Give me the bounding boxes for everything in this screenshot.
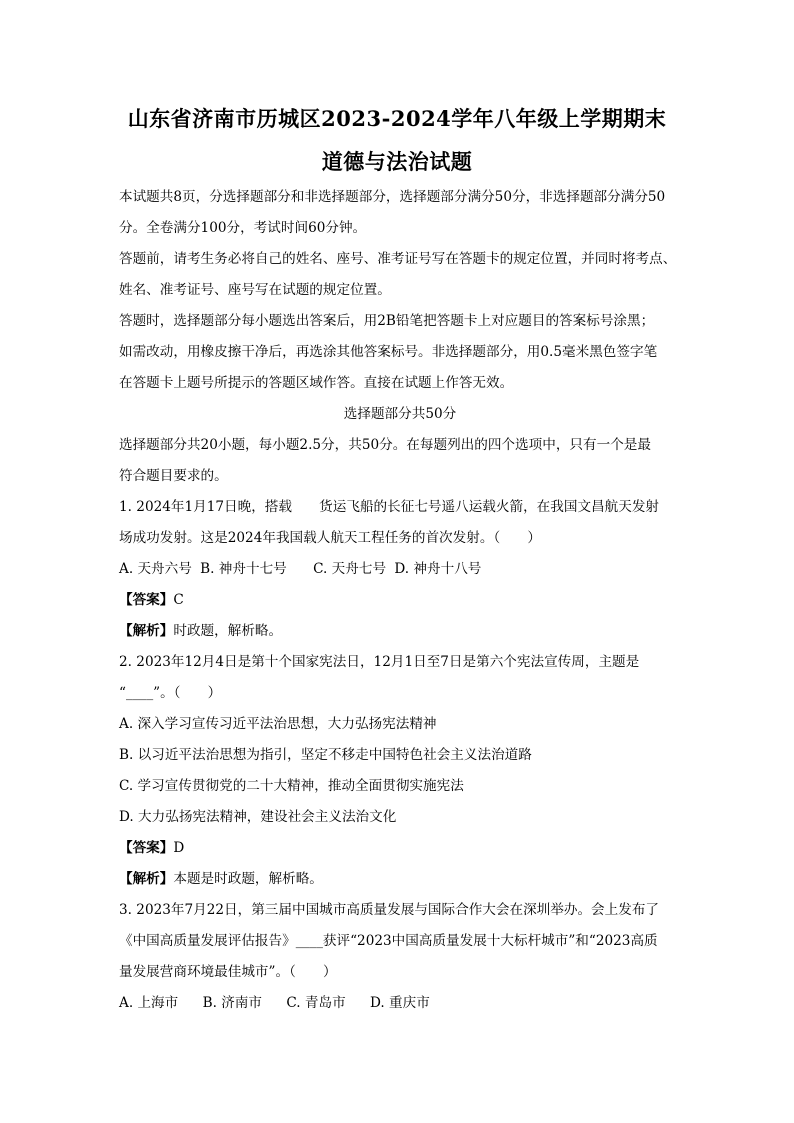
- document-body: [119, 182, 681, 1019]
- label-bracket: 【答案】: [119, 840, 174, 856]
- question-2-stem: “____”。（ ）: [119, 685, 222, 701]
- question-2-stem: 2. 2023年12月4日是第十个国家宪法日，12月1日至7日是第六个宪法宣传周，主题是: [119, 654, 640, 670]
- analysis-label: [119, 864, 681, 895]
- question-3-stem: 《中国高质量发展评估报告》____获评“2023中国高质量发展十大标杆城市”和“2023高质: [119, 933, 658, 949]
- section-description: 符合题目要求的。: [119, 468, 228, 484]
- option-b: B. 神舟十七号: [200, 561, 287, 577]
- question-1-stem: 场成功发射。这是2024年我国载人航天工程任务的首次发射。（ ）: [119, 530, 542, 546]
- label-bracket: 【答案】: [119, 592, 174, 608]
- question-3-options: [119, 988, 681, 1019]
- question-3-stem: 3. 2023年7月22日，第三届中国城市高质量发展与国际合作大会在深圳举办。会上发布了: [119, 902, 660, 918]
- option-c: C. 学习宣传贯彻党的二十大精神，推动全面贯彻实施宪法: [119, 778, 464, 794]
- document-title: 山东省济南市历城区2023-2024学年八年级上学期期末: [127, 106, 667, 131]
- instruction-line: 姓名、准考证号、座号写在试题的规定位置。: [119, 282, 391, 298]
- option-b: B. 济南市: [202, 995, 262, 1011]
- section-heading: 选择题部分共50分: [343, 406, 457, 422]
- instruction-line: 在答题卡上题号所提示的答题区域作答。直接在试题上作答无效。: [119, 375, 514, 391]
- analysis-label: [119, 616, 681, 647]
- question-1-stem: 1. 2024年1月17日晚，搭载 货运飞船的长征七号遥八运载火箭，在我国文昌航天发射: [119, 499, 660, 515]
- option-b: B. 以习近平法治思想为指引，坚定不移走中国特色社会主义法治道路: [119, 747, 532, 763]
- instruction-line: 如需改动，用橡皮擦干净后，再选涂其他答案标号。非选择题部分，用0.5毫米黑色签字笔: [119, 344, 658, 360]
- instruction-line: 本试题共8页，分选择题部分和非选择题部分，选择题部分满分50分，非选择题部分满分50: [119, 189, 666, 205]
- option-a: A. 天舟六号: [119, 561, 192, 577]
- label-content: D: [173, 840, 185, 856]
- section-description: 选择题部分共20小题，每小题2.5分，共50分。在每题列出的四个选项中，只有一个是最: [119, 437, 651, 453]
- question-3-stem: 量发展营商环境最佳城市”。（ ）: [119, 964, 337, 980]
- label-bracket: 【解析】: [119, 871, 174, 887]
- option-c: C. 青岛市: [286, 995, 346, 1011]
- instruction-line: 答题前，请考生务必将自己的姓名、座号、准考证号写在答题卡的规定位置，并同时将考点、: [119, 251, 677, 267]
- question-1-options: [119, 554, 681, 585]
- option-a: A. 深入学习宣传习近平法治思想，大力弘扬宪法精神: [119, 716, 437, 732]
- label-content: 本题是时政题，解析略。: [173, 871, 323, 887]
- option-d: D. 重庆市: [370, 995, 430, 1011]
- option-a: A. 上海市: [119, 995, 179, 1011]
- document-subtitle: 道德与法治试题: [321, 149, 473, 174]
- answer-label: [119, 585, 681, 616]
- option-c: C. 天舟七号: [313, 561, 387, 577]
- label-bracket: 【解析】: [119, 623, 174, 639]
- instruction-line: 答题时，选择题部分每小题选出答案后，用2B铅笔把答题卡上对应题目的答案标号涂黑；: [119, 313, 655, 329]
- label-content: C: [173, 592, 184, 608]
- answer-label: [119, 833, 681, 864]
- option-d: D. 大力弘扬宪法精神，建设社会主义法治文化: [119, 809, 397, 825]
- instruction-line: 分。全卷满分100分，考试时间60分钟。: [119, 220, 367, 236]
- label-content: 时政题，解析略。: [173, 623, 283, 639]
- option-d: D. 神舟十八号: [394, 561, 482, 577]
